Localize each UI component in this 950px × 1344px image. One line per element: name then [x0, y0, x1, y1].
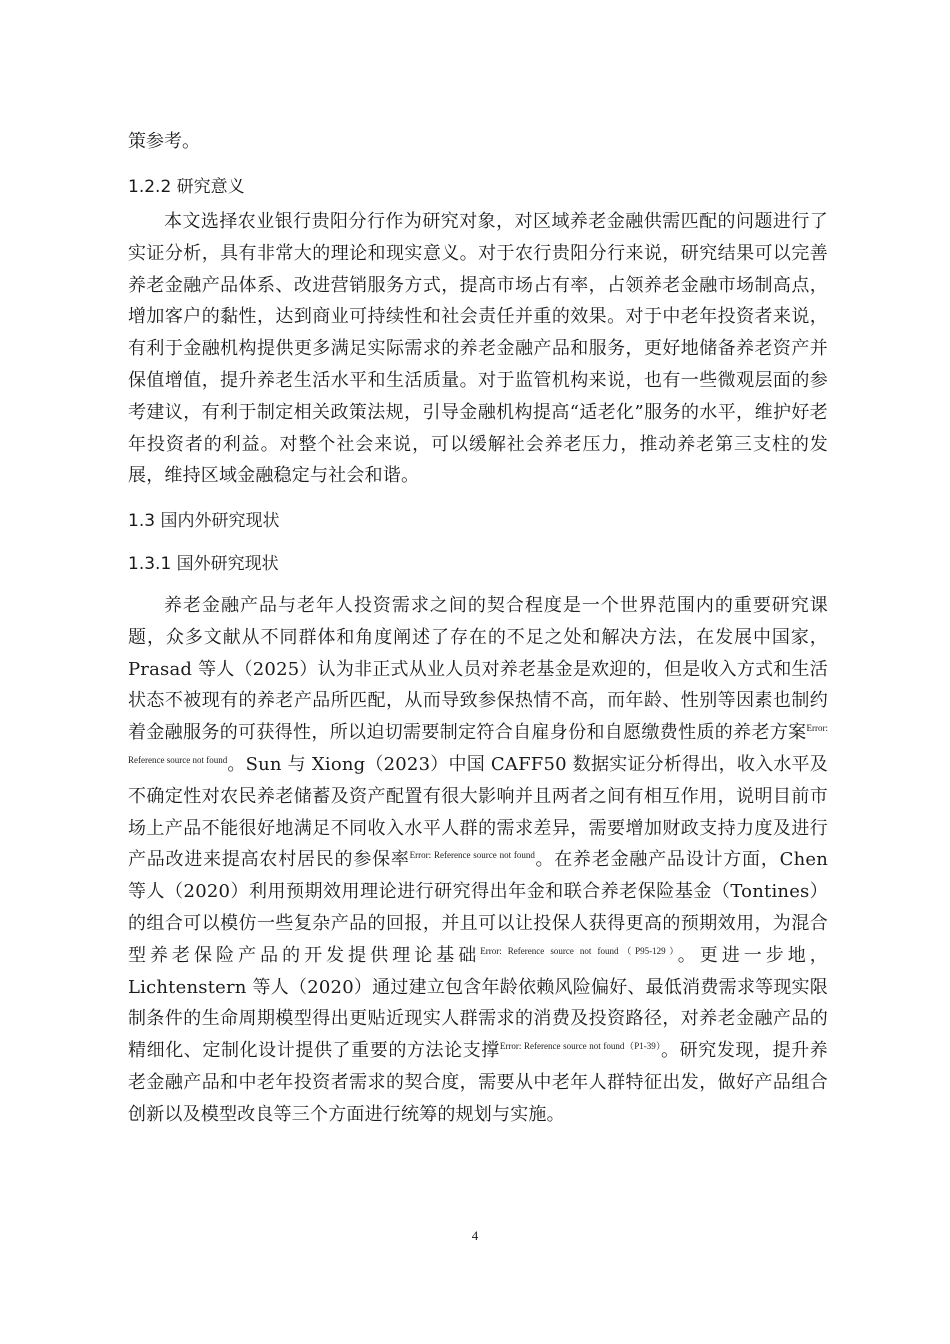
text-segment: 。Sun 与 Xiong（2023）中国 CAFF50 数据实证分析得出，收入水平及不确定性对农民养老储蓄及资产配置有很大影响并且两者之间有相互作用，说明目前市场上产品不能很好地满足不同收入水平人群的需求差异，需要增加财政支持力度及进行产品改进来提高农村居民的参保率	[128, 753, 828, 871]
text-segment: 养老金融产品与老年人投资需求之间的契合程度是一个世界范围内的重要研究课题，众多文献从不同群体和角度阐述了存在的不足之处和解决方法，在发展中国家，Prasad 等人（2025）认为非正式从业人员对养老基金是欢迎的，但是收入方式和生活状态不被现有的养老产品所匹配，从而导致参保热情不高，而年龄、性别等因素也制约着金融服务的可获得性，所以迫切需要制定符合自雇身份和自愿缴费性质的养老方案	[128, 595, 828, 744]
reference-error-3: Error: Reference source not found（P95-129）	[480, 945, 678, 956]
heading-1-3: 1.3 国内外研究现状	[128, 511, 280, 531]
reference-error-2: Error: Reference source not found	[409, 850, 535, 861]
paragraph-foreign-research	[128, 590, 828, 1131]
paragraph-research-significance: 本文选择农业银行贵阳分行作为研究对象，对区域养老金融供需匹配的问题进行了实证分析，具有非常大的理论和现实意义。对于农行贵阳分行来说，研究结果可以完善养老金融产品体系、改进营销服务方式，提高市场占有率，占领养老金融市场制高点，增加客户的黏性，达到商业可持续性和社会责任并重的效果。对于中老年投资者来说，有利于金融机构提供更多满足实际需求的养老金融产品和服务，更好地储备养老资产并保值增值，提升养老生活水平和生活质量。对于监管机构来说，也有一些微观层面的参考建议，有利于制定相关政策法规，引导金融机构提高“适老化”服务的水平，维护好老年投资者的利益。对整个社会来说，可以缓解社会养老压力，推动养老第三支柱的发展，维持区域金融稳定与社会和谐。	[128, 211, 828, 487]
heading-1-3-1: 1.3.1 国外研究现状	[128, 554, 279, 574]
text-segment: 。在养老金融产品设计方面，Chen 等人（2020）利用预期效用理论进行研究得出年金和联合养老保险基金（Tontines）的组合可以模仿一些复杂产品的回报，并且可以让投保人获得更高的预期效用，为混合型养老保险产品的开发提供理论基础	[128, 849, 829, 966]
reference-error-1: Error: Reference source not found	[128, 723, 828, 765]
heading-1-2-2: 1.2.2 研究意义	[128, 177, 245, 197]
reference-error-4: Error: Reference source not found（P1-39）	[499, 1041, 662, 1052]
continued-text: 策参考。	[128, 131, 200, 152]
text-segment: 。更进一步地，Lichtenstern 等人（2020）通过建立包含年龄依赖风险偏好、最低消费需求等现实限制条件的生命周期模型得出更贴近现实人群需求的消费及投资路径，对养老金融产品的精细化、定制化设计提供了重要的方法论支撑	[128, 944, 828, 1062]
page-number: 4	[471, 1228, 479, 1243]
text-segment: 。研究发现，提升养老金融产品和中老年投资者需求的契合度，需要从中老年人群特征出发，做好产品组合创新以及模型改良等三个方面进行统筹的规划与实施。	[128, 1040, 828, 1125]
